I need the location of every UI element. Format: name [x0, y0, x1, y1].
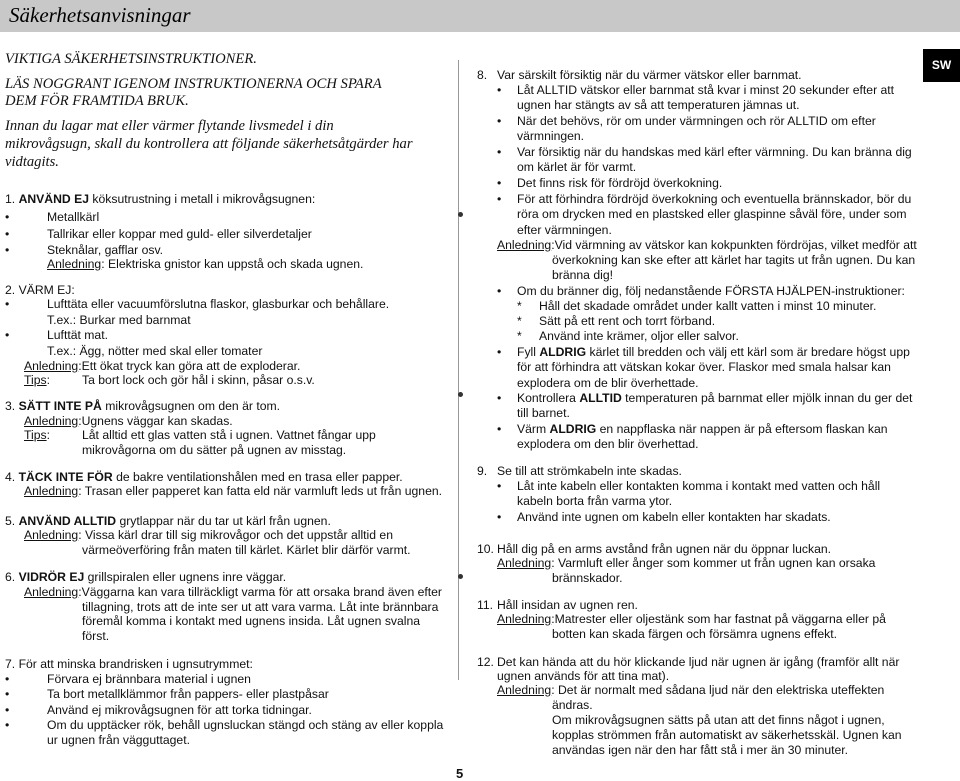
section-7-heading: 7. För att minska brandrisken i ugnsutrymmet: — [5, 657, 253, 671]
reason-line: Anledning: Trasan eller papperet kan fatta eld när varmluft leds ut från ugnen. — [24, 484, 443, 498]
section-11-heading: Håll insidan av ugnen ren. — [497, 598, 638, 612]
list-item: Lufttäta eller vacuumförslutna flaskor, glasburkar och behållare. — [47, 297, 390, 311]
bullet-icon: • — [5, 328, 10, 342]
tips-text: Ta bort lock och gör hål i skinn, påsar o.s.v. — [82, 373, 315, 387]
example-line: T.ex.: Ägg, nötter med skal eller tomater — [47, 344, 263, 358]
list-item-cont: röra om drycken med en plastsked eller glaspinne såväl före, under som — [517, 207, 907, 221]
list-item: När det behövs, rör om under värmningen och rör ALLTID om efter — [517, 114, 876, 128]
bullet-icon: • — [497, 145, 502, 159]
section-10-heading: Håll dig på en arms avstånd från ugnen när du öppnar luckan. — [497, 542, 832, 556]
reason-line: brännskador. — [552, 571, 623, 585]
bullet-icon: • — [5, 297, 10, 311]
first-aid-item: Sätt på ett rent och torrt förband. — [539, 314, 716, 328]
intro-line: LÄS NOGGRANT IGENOM INSTRUKTIONERNA OCH SPARA — [5, 76, 382, 92]
reason-line: tillagning, trots att de inte ser ut att vara varma. Låt inte brännbara — [82, 600, 439, 614]
bullet-icon: • — [497, 284, 502, 298]
list-item: Förvara ej brännbara material i ugnen — [47, 672, 251, 686]
example-line: T.ex.: Burkar med barnmat — [47, 313, 191, 327]
bullet-icon: • — [497, 192, 502, 206]
list-item: Använd inte ugnen om kabeln eller kontakten har skadats. — [517, 510, 831, 524]
first-aid-item: Använd inte krämer, oljor eller salvor. — [539, 329, 739, 343]
list-item-cont: för att förhindra att vätskan kokar över. Flaskor med smala halsar kan — [517, 360, 891, 374]
list-item: För att förhindra fördröjd överkokning och eventuella brännskador, bör du — [517, 192, 912, 206]
bullet-icon: • — [497, 479, 502, 493]
section-10-num: 10. — [477, 542, 494, 556]
list-item-cont: ugnen har stängts av så att temperaturen jämnas ut. — [517, 98, 800, 112]
list-item: Ta bort metallklämmor från pappers- eller plastpåsar — [47, 687, 329, 701]
list-item: Värm ALDRIG en nappflaska när nappen är på eftersom flaskan kan — [517, 422, 888, 436]
page-number: 5 — [456, 766, 464, 781]
star-icon: * — [517, 329, 522, 343]
page-title: Säkerhetsanvisningar — [9, 3, 191, 27]
section-2-heading: 2. VÄRM EJ: — [5, 283, 75, 297]
column-divider — [458, 60, 459, 680]
list-item: Fyll ALDRIG kärlet till bredden och välj ett kärl som är bredare högst upp — [517, 345, 910, 359]
list-item: Var försiktig när du handskas med kärl efter värmning. Du kan bränna dig — [517, 145, 912, 159]
section-9-num: 9. — [477, 464, 488, 478]
list-item: Steknålar, gafflar osv. — [47, 243, 164, 257]
list-item: Låt inte kabeln eller kontakten komma i kontakt med vatten och håll — [517, 479, 881, 493]
reason-line: värmeöverföring från maten till kärlet. Kärlet blir därför varmt. — [82, 543, 411, 557]
reason-line: föremål komma i kontakt med ugnens insida. Låt ugnen svalna — [82, 614, 421, 628]
star-icon: * — [517, 299, 522, 313]
list-item-cont: explodera om den blir överhettad. — [517, 437, 699, 451]
tips-line: Tips: — [24, 428, 50, 442]
divider-dot — [458, 392, 463, 397]
intro-line: DEM FÖR FRAMTIDA BRUK. — [5, 93, 189, 109]
reason-line: Anledning: Varmluft eller ånger som kommer ut från ugnen kan orsaka — [497, 556, 876, 570]
bullet-icon: • — [5, 210, 10, 224]
reason-line: Anledning: Elektriska gnistor kan uppstå och skada ugnen. — [47, 257, 364, 271]
intro-line: VIKTIGA SÄKERHETSINSTRUKTIONER. — [5, 51, 257, 67]
list-item: Lufttät mat. — [47, 328, 108, 342]
list-item: Om du bränner dig, följ nedanstående FÖRSTA HJÄLPEN-instruktioner: — [517, 284, 905, 298]
bullet-icon: • — [497, 345, 502, 359]
star-icon: * — [517, 314, 522, 328]
bullet-icon: • — [497, 422, 502, 436]
reason-line: bränna dig! — [552, 268, 613, 282]
bullet-icon: • — [5, 718, 10, 732]
list-item-cont: kabeln borta från varma ytor. — [517, 494, 673, 508]
list-item: Använd ej mikrovågsugnen för att torka tidningar. — [47, 703, 312, 717]
intro-line: Innan du lagar mat eller värmer flytande livsmedel i din — [5, 118, 334, 134]
reason-line: kopplas strömmen från automatiskt av säkerhetsskäl. Ugnen kan — [552, 728, 902, 742]
section-4-heading: 4. TÄCK INTE FÖR de bakre ventilationshålen med en trasa eller papper. — [5, 470, 403, 484]
reason-line: botten kan skada färgen och försämra ugnens effekt. — [552, 627, 838, 641]
list-item: Kontrollera ALLTID temperaturen på barnmat eller mjölk innan du ger det — [517, 391, 913, 405]
reason-line: användas igen när den har fått stå i mer än 30 minuter. — [552, 743, 849, 757]
reason-line: Anledning:Matrester eller oljestänk som har fastnat på väggarna eller på — [497, 612, 886, 626]
bullet-icon: • — [497, 176, 502, 190]
reason-line: ändras. — [552, 698, 593, 712]
section-6-heading: 6. VIDRÖR EJ grillspiralen eller ugnens inre väggar. — [5, 570, 287, 584]
section-11-num: 11. — [477, 598, 494, 612]
list-item: Det finns risk för fördröjd överkokning. — [517, 176, 723, 190]
reason-line: Anledning:Ugnens väggar kan skadas. — [24, 414, 233, 428]
list-item-cont: värmningen. — [517, 129, 585, 143]
bullet-icon: • — [497, 114, 502, 128]
reason-line: Anledning:Väggarna kan vara tillräckligt varma för att orsaka brand även efter — [24, 585, 442, 599]
bullet-icon: • — [497, 83, 502, 97]
list-item-cont: ur ugnen från vägguttaget. — [47, 733, 190, 747]
list-item: Metallkärl — [47, 210, 100, 224]
bullet-icon: • — [5, 243, 10, 257]
section-12-text: Det kan hända att du hör klickande ljud när ugnen är igång (framför allt när — [497, 655, 900, 669]
reason-line: Om mikrovågsugnen sätts på utan att det finns något i ugnen, — [552, 713, 885, 727]
tips-text: Låt alltid ett glas vatten stå i ugnen. Vattnet fångar upp — [82, 428, 376, 442]
bullet-icon: • — [5, 227, 10, 241]
section-8-heading: Var särskilt försiktig när du värmer vätskor eller barnmat. — [497, 68, 802, 82]
reason-line: Anledning: Det är normalt med sådana ljud när den elektriska uteffekten — [497, 683, 885, 697]
section-12-text: ugnen används för att tina mat). — [497, 669, 670, 683]
section-8-num: 8. — [477, 68, 488, 82]
bullet-icon: • — [497, 510, 502, 524]
list-item-cont: till barnet. — [517, 406, 570, 420]
section-1-heading: 1. ANVÄND EJ köksutrustning i metall i mikrovågsugnen: — [5, 192, 316, 206]
language-tab: SW — [923, 49, 960, 82]
title-bar — [0, 0, 960, 32]
section-9-heading: Se till att strömkabeln inte skadas. — [497, 464, 682, 478]
tips-text: mikrovågorna om du sätter på ugnen av misstag. — [82, 443, 347, 457]
section-12-num: 12. — [477, 655, 494, 669]
reason-line: överkokning kan ske efter att kärlet har tagits ut från ugnen. Du kan — [552, 253, 916, 267]
bullet-icon: • — [497, 391, 502, 405]
list-item-cont: om kärlet är för varmt. — [517, 160, 637, 174]
bullet-icon: • — [5, 672, 10, 686]
reason-line: Anledning:Vid värmning av vätskor kan kokpunkten fördröjas, vilket medför att — [497, 238, 917, 252]
intro-line: mikrovågsugn, skall du kontrollera att följande säkerhetsåtgärder har — [5, 136, 413, 152]
section-3-heading: 3. SÄTT INTE PÅ mikrovågsugnen om den är tom. — [5, 399, 281, 413]
bullet-icon: • — [5, 703, 10, 717]
list-item: Om du upptäcker rök, behåll ugnsluckan stängd och stäng av eller koppla — [47, 718, 444, 732]
list-item: Låt ALLTID vätskor eller barnmat stå kvar i minst 20 sekunder efter att — [517, 83, 895, 97]
list-item-cont: efter värmningen. — [517, 223, 612, 237]
first-aid-item: Håll det skadade området under kallt vatten i minst 10 minuter. — [539, 299, 877, 313]
reason-line: Anledning:Ett ökat tryck kan göra att de exploderar. — [24, 359, 301, 373]
tips-line: Tips: — [24, 373, 50, 387]
section-5-heading: 5. ANVÄND ALLTID grytlappar när du tar ut kärl från ugnen. — [5, 514, 331, 528]
reason-line: först. — [82, 629, 110, 643]
list-item-cont: explodera om de blir överhettade. — [517, 376, 699, 390]
reason-line: Anledning: Vissa kärl drar till sig mikrovågor och det uppstår alltid en — [24, 528, 393, 542]
divider-dot — [458, 212, 463, 217]
bullet-icon: • — [5, 687, 10, 701]
divider-dot — [458, 574, 463, 579]
intro-line: vidtagits. — [5, 154, 59, 170]
list-item: Tallrikar eller koppar med guld- eller silverdetaljer — [47, 227, 312, 241]
